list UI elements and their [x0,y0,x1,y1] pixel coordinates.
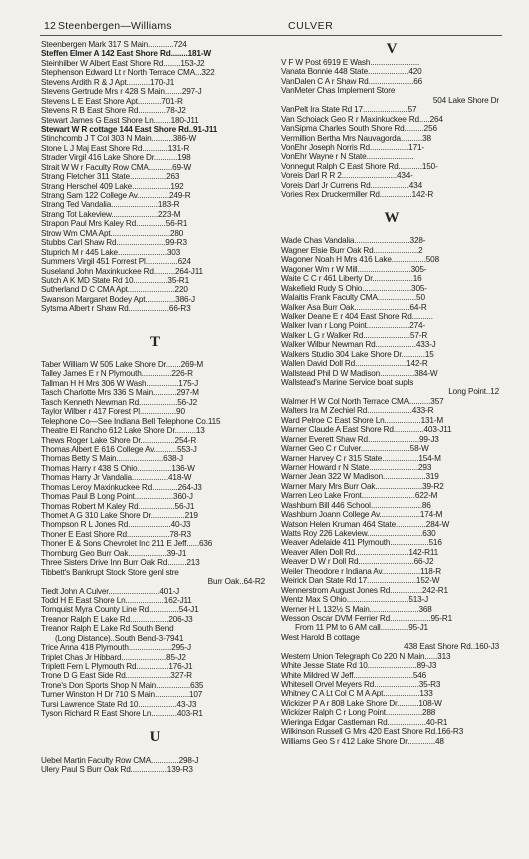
listing-entry: Thoner E & Sons Chevrolet Inc 211 E Jeff......636 [41,539,213,549]
listing-entry: Treanor Ralph E Lake Rd..................206-J3 [41,614,193,624]
listing-entry: Warner Howard r N State.......................293 [281,462,432,472]
listing-entry: Strang Fletcher 311 State.................263 [41,172,180,182]
spacer [281,227,503,236]
listing-entry: Watts Roy 226 Lakeview..........................630 [281,529,436,538]
listing-entry: Werner H L 132½ S Main.......................368 [281,604,432,614]
listing-entry: VonEhr Wayne r N State...................... [281,152,414,162]
listing-entry: From 11 PM to 6 AM call.............95-J1 [295,623,428,633]
listing-entry: Tallman H H Mrs 306 W Wash...............175-J [41,378,199,388]
listing-entry: Wentz Max S Ohio.............................513-J [281,595,429,605]
listing-entry: Thompson R L Jones Rd....................40-J3 [41,520,191,530]
listing-entry: Thoner E East Shore Rd....................78-R3 [41,529,191,539]
listing-entry: Thomas Harry r 438 S Ohio................136-W [41,463,195,473]
left-column [41,40,269,774]
listing-entry: Thomas Albert E 616 College Av...........553-J [41,444,197,454]
listing-entry: Stevens Gertrude Mrs r 428 S Main........297-J [41,87,202,97]
listing-entry: Tibbett's Bankrupt Stock Store genl stre [41,567,179,577]
listing-entry: Warner Geo C r Culver.......................58-W [281,444,429,454]
listing-entry: Wakefield Rudy S Ohio.......................305- [281,283,427,293]
listing-entry: Swanson Margaret Bodey Apt..............386-J [41,294,195,304]
listing-entry: 504 Lake Shore Dr [432,95,499,105]
listing-entry: Uebel Martin Faculty Row CMA.............298-J [41,755,199,765]
right-column [281,40,503,746]
listing-entry: Steenbergen Mark 317 S Main............724 [41,40,187,49]
listing-entry: Weirick Dan State Rd 17.......................152-W [281,576,440,586]
listing-entry: Whitney C A Lt Col C M A Apt.................133 [281,689,433,699]
listing-entry: Thornburg Geo Burr Oak..................39-J1 [41,548,187,558]
listing-entry: Sytsma Albert r Shaw Rd...................66-R3 [41,304,191,314]
listing-entry: Vermillion Bertha Mrs Nauvagorda..........38 [281,133,431,143]
listing-entry: Telephone Co—See Indiana Bell Telephone Co.115 [41,416,221,426]
listing-entry: Stewart W R cottage 144 East Shore Rd..91-J11 [41,124,218,134]
listing-entry: Walters Ira M Zechiel Rd.....................433-R [281,406,434,416]
listing-entry: Theatre El Rancho 612 Lake Shore Dr..........13 [41,426,205,436]
listing-entry: Walker Asa Burr Oak..........................64-R [281,302,427,312]
listing-entry: VanPelt Ira State Rd 17.....................57 [281,105,417,115]
listing-entry: Stuprich M r 445 Lake.......................303 [41,247,181,257]
listing-entry: (Long Distance)..South Bend-3-7941 [55,633,184,643]
listing-entry: Stone L J Maj East Shore Rd............131-R [41,143,190,153]
listing-entry: Wickizer P A r 808 Lake Shore Dr..........108-W [281,698,442,708]
listing-entry: Vanata Bonnie 448 State...................420 [281,67,422,77]
listing-entry: Walker Wilbur Newman Rd...................433-J [281,340,436,350]
listing-entry: Warner Mary Mrs Burr Oak......................39-R2 [281,481,444,491]
section-letter: T [149,333,160,350]
listing-entry: Strang Ted Vandalia......................183-R [41,200,180,210]
listing-entry: Wennerstrom August Jones Rd...............242-R1 [281,585,448,595]
listing-entry: Williams Geo S r 412 Lake Shore Dr.............48 [281,736,444,746]
listing-entry: Strang Sam 122 College Av...............249-R [41,191,191,200]
listing-entry: Western Union Telegraph Co 220 N Main......313 [281,651,451,661]
listing-entry: Washburn Bill 446 School........................86 [281,500,431,510]
listing-entry: Ulery Paul S Burr Oak Rd.................139-R3 [41,764,193,774]
listing-entry: Voreis Darl R R 2..........................434- [281,171,413,181]
listing-entry: VanMeter Chas Implement Store [281,86,396,96]
listing-entry: Strader Virgil 416 Lake Shore Dr...........198 [41,153,191,163]
listing-entry: Walaitis Frank Faculty CMA..................50 [281,293,425,303]
listing-entry: Thews Roger Lake Shore Dr................254-R [41,435,197,445]
listing-entry: Tornquist Myra County Line Rd..............54-J1 [41,605,199,615]
listing-entry: Weaver Allen Doll Rd.........................142-R11 [281,547,439,557]
listing-entry: Taber William W 505 Lake Shore Dr.......269-M [41,360,204,369]
listing-entry: Wade Chas Vandalia..........................328- [281,236,426,246]
listing-entry: Weiler Theodore r Indiana Av..................118-R [281,566,441,576]
listing-entry: Weaver Adelaide 411 Plymouth..................516 [281,538,442,548]
listing-entry: Thomas Betty S Main......................638-J [41,454,183,464]
listing-entry: Walker Deane E r 404 East Shore Rd.......... [281,311,433,321]
listing-entry: Stevens Ardith R & J Apt...........170-J1 [41,77,175,87]
listing-entry: Trice Anna 418 Plymouth....................295-J [41,643,191,653]
listing-entry: Voreis Darl Jr Currens Rd..................434 [281,180,422,190]
listing-entry: Summers Virgil 451 Forrest Pl...............624 [41,257,191,267]
listing-entry: Whitesell Orvel Meyers Rd.....................35-R3 [281,680,441,689]
listing-entry: Tyson Richard R East Shore Ln............403-R1 [41,709,203,719]
listing-entry: Stephenson Edward Lt r North Terrace CMA...322 [41,68,215,78]
listing-entry: Stubbs Carl Shaw Rd.......................99-R3 [41,238,187,248]
listing-entry: Suseland John Maxinkuckee Rd..........264-J11 [41,266,203,276]
listing-entry: Wickizer Ralph C r Long Point.................288 [281,708,436,718]
listing-entry: Sutherland D C CMA Apt......................220 [41,285,188,295]
listing-entry: VonEhr Joseph Norris Rd..................171- [281,142,424,152]
listing-entry: VanSipma Charles South Shore Rd.........256 [281,124,437,134]
listing-entry: Stevens R B East Shore Rd.............78-J2 [41,106,186,116]
listing-entry: Turner Winston H Dr 710 S Main................107 [41,690,203,700]
page-number: 12 [44,20,57,32]
page-header [44,20,504,34]
listing-entry: Triplett Fern L Plymouth Rd...............176-J1 [41,662,193,671]
listing-entry: Warner Claude A East Shore Rd..............403-J11 [281,425,452,435]
header-rule [40,35,502,36]
listing-entry: Thomas Harry Jr Vandalia.................418-W [41,473,192,483]
listing-entry: Wagoner Wm r W Mill.........................305- [281,264,427,274]
listing-entry: Washburn Joann College Av...................174-M [281,510,443,520]
listing-entry: Tasch Kenneth Newman Rd..................56-J2 [41,397,198,407]
listing-entry: Warner Jean 322 W Madison....................319 [281,472,439,482]
listing-entry: Walker L G r Walker Rd......................57-R [281,330,428,340]
listing-entry: Wesson Oscar DVM Ferrier Rd...................95-R1 [281,613,452,623]
listing-entry: Walker Ivan r Long Point....................274- [281,321,426,331]
listing-entry: Thomas Leroy Maxinkuckee Rd............264-J3 [41,482,202,492]
listing-entry: Ward Pelroe C East Shore Ln.................131-M [281,415,444,425]
section-letter: W [384,210,400,226]
listing-entry: Vories Rex Druckermiller Rd...............142-R [281,190,434,200]
listing-entry: Wilkinson Russell G Mrs 420 East Shore Rd.166-R3 [281,727,464,737]
listing-entry: Tiedt John A Culver........................401-J [41,586,180,596]
spacer [41,323,269,332]
listing-entry: Three Sisters Drive Inn Burr Oak Rd.........213 [41,558,200,568]
listing-entry: Long Point..12 [448,387,499,397]
section-letter: U [149,729,161,746]
listing-entry: White Mildred W Jeff............................546 [281,670,427,680]
listing-entry: Triplet Chas Jr Hibbard.....................85-J2 [41,652,186,662]
listing-entry: Wallen David Doll Rd........................142-R [281,359,428,369]
listing-entry: Trone D G East Side Rd.....................327-R [41,671,192,681]
spacer [41,719,269,728]
listing-entry: Vonnegut Ralph C East Shore Rd...........150- [281,161,438,171]
listing-entry: 438 East Shore Rd..160-J3 [403,642,499,652]
spacer [41,746,269,755]
listing-entry: Wagner Elsie Burr Oak Rd.....................2 [281,245,423,255]
listing-entry: Waite C C r 461 Liberty Dr...................16 [281,274,422,284]
town-name: CULVER [288,20,334,32]
listing-entry: Thomet A G 310 Lake Shore Dr................219 [41,511,198,520]
listing-entry: Talley James E r N Plymouth..............226-R [41,369,193,379]
listing-entry: Wagoner Noah H Mrs 416 Lake................508 [281,255,439,265]
listing-entry: Wieringa Edgar Castleman Rd..................40-R1 [281,717,448,727]
listing-entry: Stevens L E East Shore Apt...........701-R [41,96,183,106]
listing-entry: Weaver D W r Doll Rd..........................66-J2 [281,557,434,567]
listing-entry: Tursi Lawrence State Rd 10..................43-J3 [41,699,197,709]
spacer [41,314,269,323]
section-letter: V [386,41,398,57]
listing-entry: Strait W W r Faculty Row CMA...........69-W [41,162,192,172]
spacer [281,200,503,209]
listing-entry: Stinchcomb J T Col 303 N Main..........386-W [41,134,197,144]
listing-entry: Warner Harvey C r 315 State.................154-M [281,453,441,463]
listing-entry: Strang Tot Lakeview......................223-M [41,209,181,219]
listing-entry: Treanor Ralph E Lake Rd South Bend [41,624,174,634]
listing-entry: Van Schoiack Geo R r Maxinkuckee Rd.....264 [281,114,443,124]
listing-entry: Trone's Don Sports Shop N Main................635 [41,680,204,690]
listing-entry: VanDalen C A r Shaw Rd.....................66 [281,76,422,86]
listing-entry: Sutch A K MD State Rd 10................35-R1 [41,275,189,285]
listing-entry: West Harold B cottage [281,632,360,642]
listing-entry: Warner Everett Shaw Rd........................99-J3 [281,434,439,444]
listing-entry: Wallstead's Marine Service boat supls [281,378,414,387]
listing-entry: Watson Helen Kruman 464 State..............284-W [281,519,450,529]
listing-entry: Strang Herschel 409 Lake..................192 [41,181,184,191]
entry-range: Steenbergen—Williams [58,20,172,32]
listing-entry: Todd H E East Shore Ln..................162-J11 [41,595,192,605]
listing-entry: Tasch Charlotte Mrs 336 S Main...........297-M [41,388,199,398]
spacer [41,351,269,360]
listing-entry: Taylor Wilber r 417 Forest Pl.................90 [41,407,185,417]
listing-entry: Stewart James G East Shore Ln........180-J11 [41,115,199,125]
listing-entry: Steinhilber W Albert East Shore Rd........153-J2 [41,58,205,68]
listing-entry: Strapon Paul Mrs Kaley Rd..............56-R1 [41,219,188,229]
listing-entry: Burr Oak..64-R2 [207,577,265,587]
listing-entry: Warren Leo Lake Front.........................622-M [281,491,438,501]
listing-entry: Wallstead Phil D W Madison................384-W [281,368,438,378]
listing-entry: Strow Wm CMA Apt............................280 [41,228,184,238]
listing-entry: Thomas Robert M Kaley Rd.................56-J1 [41,501,195,511]
listing-entry: White Jesse State Rd 10.......................89-J3 [281,661,437,671]
listing-entry: V F W Post 6919 E Wash....................... [281,58,420,67]
listing-entry: Walmer H W Col North Terrace CMA..........357 [281,396,444,406]
listing-entry: Thomas Paul B Long Point..................360-J [41,492,193,502]
listing-entry: Steffen Elmer A 142 East Shore Rd........181-W [41,49,211,59]
listing-entry: Walkers Studio 304 Lake Shore Dr...........15 [281,349,434,359]
